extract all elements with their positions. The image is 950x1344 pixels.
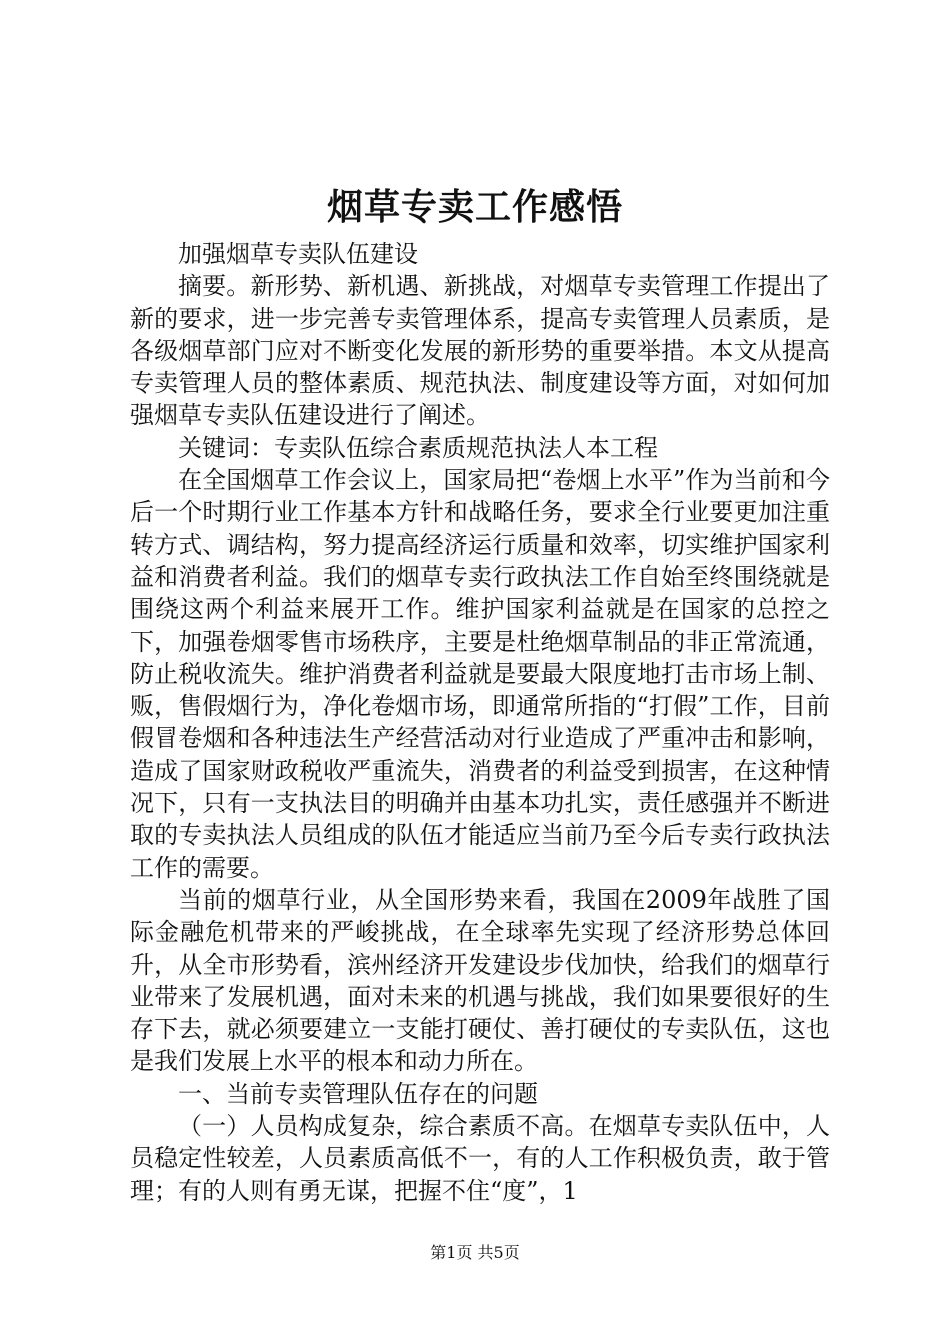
body-paragraph: （一）人员构成复杂，综合素质不高。在烟草专卖队伍中，人员稳定性较差，人员素质高低不一，有的人工作积极负责，敢于管理；有的人则有勇无谋，把握不住“度”，1 bbox=[130, 1112, 830, 1205]
subtitle-paragraph: 加强烟草专卖队伍建设 bbox=[178, 240, 418, 268]
body-paragraph: 当前的烟草行业，从全国形势来看，我国在2009年战胜了国际金融危机带来的严峻挑战，在全球率先实现了经济形势总体回升，从全市形势看，滨州经济开发建设步伐加快，给我们的烟草行业带来了发展机遇，面对未来的机遇与挑战，我们如果要很好的生存下去，就必须要建立一支能打硬仗、善打硬仗的专卖队伍，这也是我们发展上水平的根本和动力所在。 bbox=[130, 885, 830, 1076]
body-paragraph: 在全国烟草工作会议上，国家局把“卷烟上水平”作为当前和今后一个时期行业工作基本方针和战略任务，要求全行业要更加注重转方式、调结构，努力提高经济运行质量和效率，切实维护国家利益和消费者利益。我们的烟草专卖行政执法工作自始至终围绕就是围绕这两个利益来展开工作。维护国家利益就是在国家的总控之下，加强卷烟零售市场秩序，主要是杜绝烟草制品的非正常流通，防止税收流失。维护消费者利益就是要最大限度地打击市场上制、贩，售假烟行为，净化卷烟市场，即通常所指的“打假”工作，目前假冒卷烟和各种违法生产经营活动对行业造成了严重冲击和影响，造成了国家财政税收严重流失，消费者的利益受到损害，在这种情况下，只有一支执法目的明确并由基本功扎实，责任感强并不断进取的专卖执法人员组成的队伍才能适应当前乃至今后专卖行政执法工作的需要。 bbox=[130, 466, 830, 882]
keywords-paragraph: 关键词：专卖队伍综合素质规范执法人本工程 bbox=[178, 433, 658, 462]
page-number-footer: 第1页 共5页 bbox=[430, 1243, 520, 1262]
section-heading: 一、当前专卖管理队伍存在的问题 bbox=[178, 1079, 538, 1108]
document-body bbox=[130, 238, 830, 1207]
document-title: 烟草专卖工作感悟 bbox=[326, 186, 623, 228]
abstract-paragraph: 摘要。新形势、新机遇、新挑战，对烟草专卖管理工作提出了新的要求，进一步完善专卖管理体系，提高专卖管理人员素质，是各级烟草部门应对不断变化发展的新形势的重要举措。本文从提高专卖管理人员的整体素质、规范执法、制度建设等方面，对如何加强烟草专卖队伍建设进行了阐述。 bbox=[130, 272, 830, 430]
